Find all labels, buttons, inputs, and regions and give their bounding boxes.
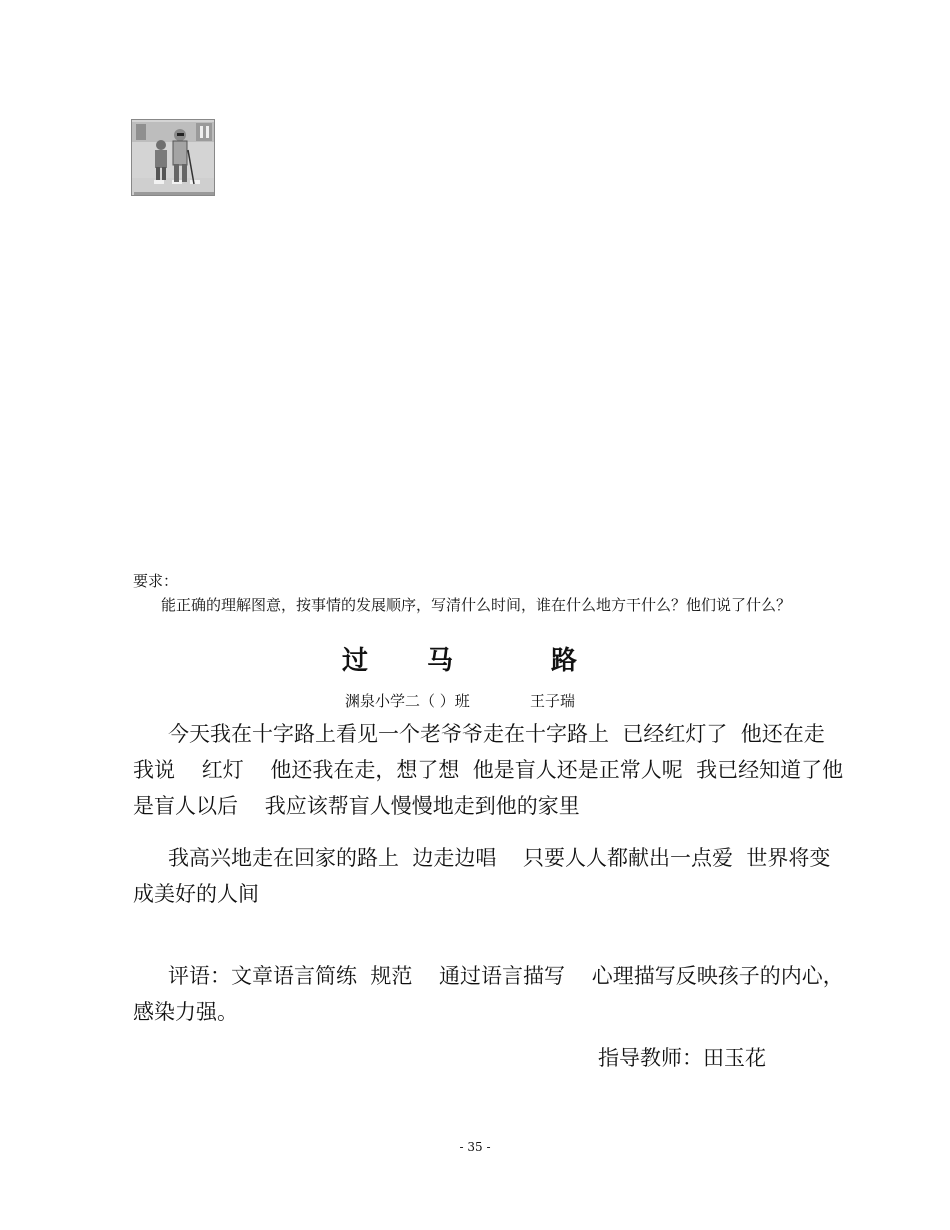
essay-title-char: 过 [342,646,369,676]
school-class: 渊泉小学二（ ）班 [345,692,470,710]
author-name: 王子瑞 [530,692,576,710]
illustration-image [131,119,215,196]
teacher-comment: 评语：文章语言简练 规范 通过语言描写 心理描写反映孩子的内心， 感染力强。 [133,964,858,1024]
page-number: - 35 - [459,1140,491,1154]
essay-paragraph: 今天我在十字路上看见一个老爷爷走在十字路上 已经红灯了 他还在走 我说 红灯 他还我在走，想了想 他是盲人还是正常人呢 我已经知道了他是盲人以后 我应该帮盲人慢慢地走到他的家里 [133,722,844,818]
instructor-signature: 指导教师：田玉花 [598,1046,766,1070]
essay-title-char: 马 [427,646,454,676]
requirement-label: 要求： [133,572,179,590]
essay-paragraph: 我高兴地走在回家的路上 边走边唱 只要人人都献出一点爱 世界将变成美好的人间 [133,846,831,906]
essay-title [0,640,950,680]
crossing-illustration [132,120,215,196]
essay-title-char: 路 [551,646,578,676]
requirement-text: 能正确的理解图意，按事情的发展顺序，写清什么时间，谁在什么地方干什么？他们说了什么？ [161,596,792,614]
